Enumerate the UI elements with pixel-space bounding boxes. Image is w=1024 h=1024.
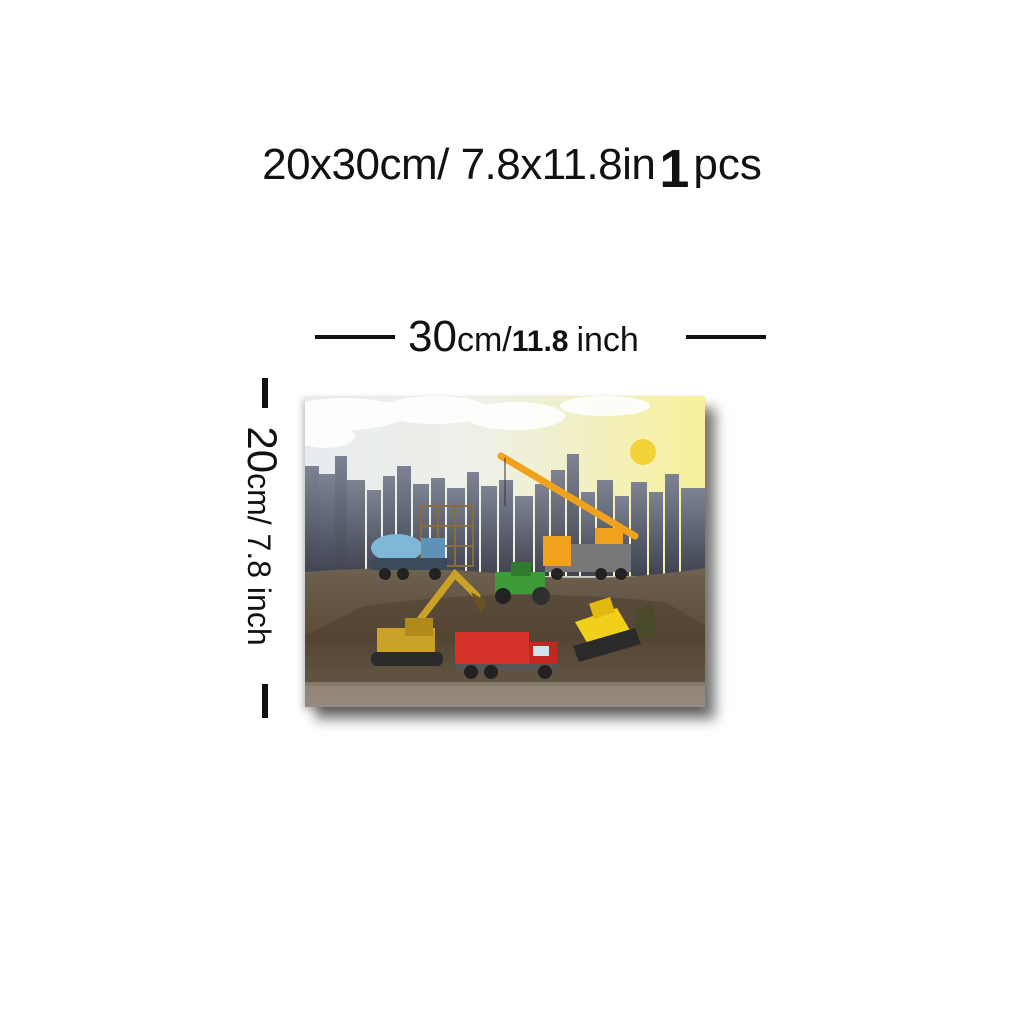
height-unit-text: cm/ 7.8 inch [241, 473, 277, 646]
sun [630, 439, 656, 465]
height-dash-top [262, 378, 268, 408]
width-cm-unit: cm/ [456, 321, 512, 359]
width-cm-value: 30 [408, 312, 457, 361]
width-dimension [0, 312, 1024, 362]
width-dash-right [686, 335, 766, 339]
foreground-haze [305, 682, 705, 707]
product-size-title [0, 138, 1024, 200]
width-dash-left [315, 335, 395, 339]
width-inch-unit: inch [576, 321, 639, 359]
width-label [408, 312, 639, 362]
width-inch-value: 11.8 [511, 325, 569, 358]
height-dash-bottom [262, 684, 268, 718]
canvas-print [305, 396, 705, 707]
construction-painting [305, 396, 705, 707]
quantity-unit: pcs [693, 140, 762, 189]
size-text: 20x30cm/ 7.8x11.8in [262, 140, 656, 189]
height-cm-value: 20 [239, 426, 286, 474]
quantity-number: 1 [659, 139, 690, 199]
